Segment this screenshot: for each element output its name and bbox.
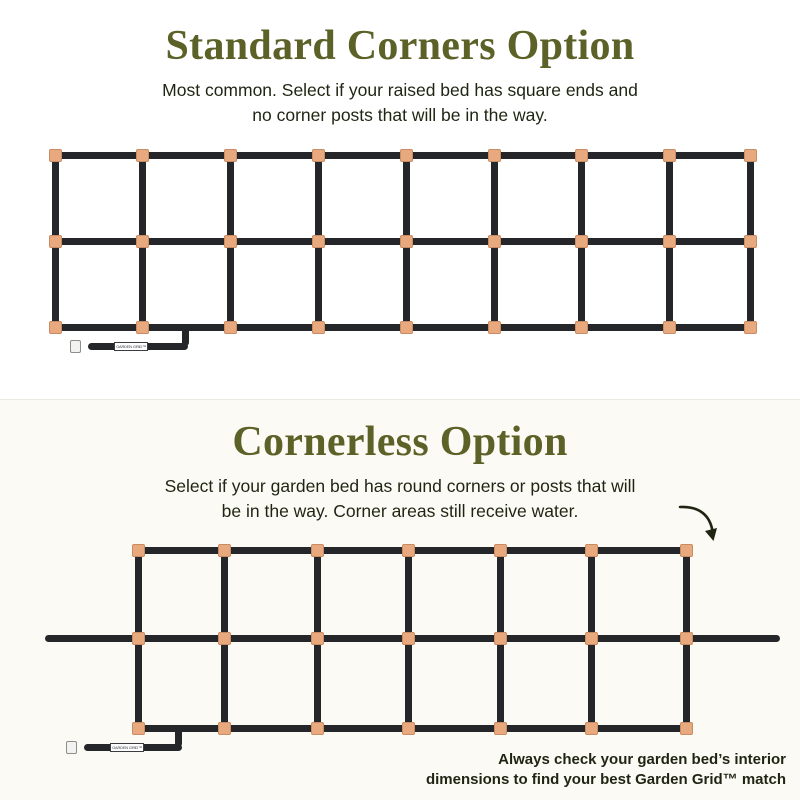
- joint-connector: [312, 321, 325, 334]
- subtitle-line-2: be in the way. Corner areas still receive water.: [221, 500, 579, 521]
- joint-connector: [400, 235, 413, 248]
- joint-connector: [136, 149, 149, 162]
- joint-connector: [744, 321, 757, 334]
- grid-diagram-cornerless: [0, 400, 800, 800]
- joint-connector: [218, 632, 231, 645]
- joint-connector: [218, 544, 231, 557]
- joint-connector: [136, 235, 149, 248]
- hose-connector-cap: [66, 741, 77, 754]
- joint-connector: [49, 321, 62, 334]
- subtitle-line-1: Most common. Select if your raised bed has square ends and: [162, 80, 638, 100]
- hose-label: GARDEN GRID™: [114, 342, 148, 351]
- joint-connector: [488, 149, 501, 162]
- joint-connector: [663, 235, 676, 248]
- joint-connector: [744, 149, 757, 162]
- joint-connector: [585, 544, 598, 557]
- joint-connector: [494, 544, 507, 557]
- joint-connector: [585, 722, 598, 735]
- footer-note-line-2: dimensions to find your best Garden Grid™ match: [425, 770, 786, 788]
- joint-connector: [488, 235, 501, 248]
- joint-connector: [488, 321, 501, 334]
- joint-connector: [224, 235, 237, 248]
- joint-connector: [575, 149, 588, 162]
- subtitle-line-2: no corner posts that will be in the way.: [252, 104, 548, 125]
- joint-connector: [663, 321, 676, 334]
- joint-connector: [49, 235, 62, 248]
- joint-connector: [680, 632, 693, 645]
- joint-connector: [224, 321, 237, 334]
- joint-connector: [132, 632, 145, 645]
- joint-connector: [132, 544, 145, 557]
- joint-connector: [224, 149, 237, 162]
- joint-connector: [744, 235, 757, 248]
- joint-connector: [494, 722, 507, 735]
- joint-connector: [585, 632, 598, 645]
- hose-connector-cap: [70, 340, 81, 353]
- joint-connector: [663, 149, 676, 162]
- joint-connector: [575, 321, 588, 334]
- joint-connector: [132, 722, 145, 735]
- subtitle-line-1: Select if your garden bed has round corners or posts that will: [164, 476, 636, 496]
- joint-connector: [311, 544, 324, 557]
- panel-cornerless: [0, 400, 800, 800]
- footer-note-line-1: Always check your garden bed’s interior: [498, 750, 786, 768]
- joint-connector: [402, 722, 415, 735]
- joint-connector: [400, 149, 413, 162]
- joint-connector: [680, 722, 693, 735]
- page-title-standard-corners: Standard Corners Option: [165, 23, 635, 69]
- hose-label: GARDEN GRID™: [110, 743, 144, 752]
- joint-connector: [311, 722, 324, 735]
- joint-connector: [680, 544, 693, 557]
- joint-connector: [402, 544, 415, 557]
- joint-connector: [402, 632, 415, 645]
- page-title-cornerless: Cornerless Option: [232, 419, 568, 465]
- joint-connector: [400, 321, 413, 334]
- joint-connector: [312, 149, 325, 162]
- joint-connector: [49, 149, 62, 162]
- joint-connector: [311, 632, 324, 645]
- joint-connector: [312, 235, 325, 248]
- footer-note: [386, 750, 786, 791]
- joint-connector: [136, 321, 149, 334]
- joint-connector: [218, 722, 231, 735]
- joint-connector: [575, 235, 588, 248]
- joint-connector: [494, 632, 507, 645]
